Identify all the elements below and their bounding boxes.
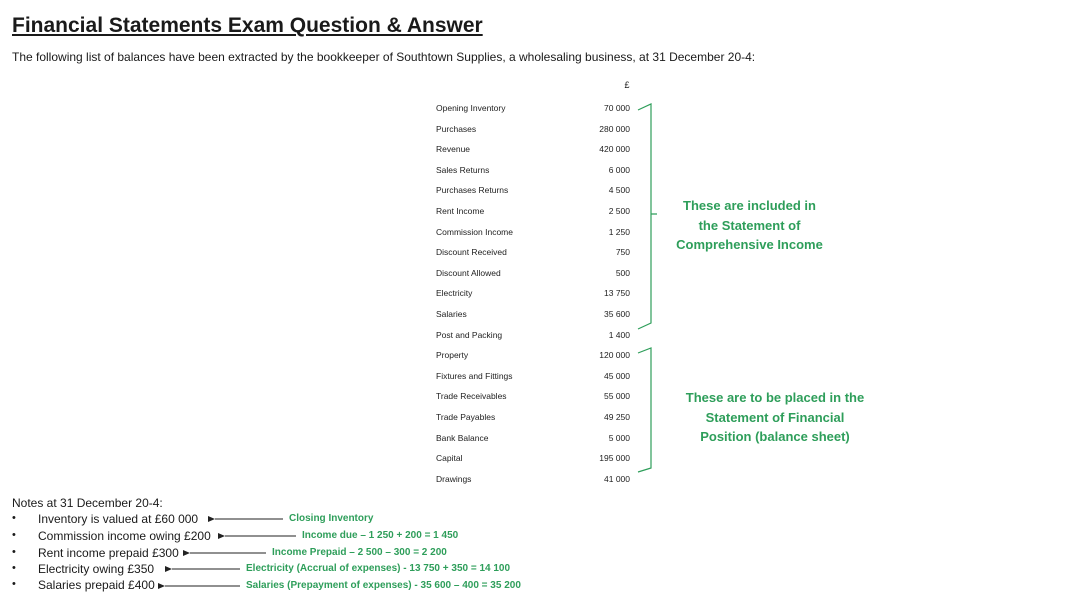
- balance-label: Fixtures and Fittings: [436, 370, 513, 381]
- balance-value: 45 000: [604, 370, 630, 381]
- balance-value: 35 600: [604, 309, 630, 319]
- note-text: Inventory is valued at £60 000: [38, 512, 199, 526]
- balance-label: Purchases Returns: [436, 185, 509, 196]
- balance-value: 2 500: [608, 206, 630, 216]
- note-annotation: Income Prepaid – 2 500 – 300 = 2 200: [272, 547, 447, 558]
- income-note-line-2: the Statement of: [698, 217, 801, 233]
- balance-label: Trade Payables: [436, 412, 496, 422]
- balance-value: 1 400: [608, 329, 630, 340]
- balance-label: Drawings: [436, 473, 472, 484]
- note-text: Rent income prepaid £300: [38, 546, 179, 560]
- note-annotation: Electricity (Accrual of expenses) - 13 750 + 350 = 14 100: [246, 563, 511, 574]
- balance-value: 500: [615, 267, 630, 278]
- bullet-icon: •: [12, 529, 16, 541]
- page-title: Financial Statements Exam Question & Answer: [12, 14, 483, 37]
- position-note-line-1: These are to be placed in the: [685, 390, 865, 405]
- balance-value: 70 000: [604, 103, 630, 113]
- balance-value: 4 500: [608, 185, 630, 196]
- intro-text: The following list of balances have been extracted by the bookkeeper of Southtown Supplies, a wholesaling business, at 31 December 20-4:: [12, 50, 756, 64]
- balance-label: Trade Receivables: [436, 391, 507, 402]
- note-text: Salaries prepaid £400: [38, 578, 155, 592]
- note-text: Commission income owing £200: [38, 529, 211, 543]
- balance-value: 750: [615, 247, 630, 258]
- balance-value: 280 000: [599, 123, 630, 134]
- balance-label: Purchases: [436, 123, 477, 134]
- note-annotation: Salaries (Prepayment of expenses) - 35 600 – 400 = 35 200: [246, 580, 521, 591]
- bullet-icon: •: [12, 578, 16, 590]
- balance-label: Discount Allowed: [436, 267, 501, 278]
- balance-label: Capital: [436, 453, 463, 464]
- note-text: Electricity owing £350: [38, 562, 155, 576]
- balance-value: 41 000: [604, 473, 630, 484]
- bullet-icon: •: [12, 512, 16, 524]
- balance-value: 49 250: [604, 412, 630, 422]
- balance-label: Rent Income: [436, 206, 485, 216]
- position-note-line-3: Position (balance sheet): [700, 429, 850, 444]
- balance-label: Salaries: [436, 309, 467, 319]
- balance-label: Discount Received: [436, 247, 507, 258]
- income-note-line-1: These are included in: [683, 198, 816, 213]
- balance-value: 55 000: [604, 391, 630, 402]
- balance-label: Opening Inventory: [436, 103, 506, 113]
- balance-value: 5 000: [608, 432, 630, 443]
- balance-value: 195 000: [599, 453, 630, 464]
- balance-value: 1 250: [608, 226, 630, 237]
- balance-label: Revenue: [436, 144, 471, 155]
- balance-value: 120 000: [599, 350, 630, 361]
- income-note-line-3: Comprehensive Income: [676, 237, 823, 252]
- balance-label: Sales Returns: [436, 164, 490, 175]
- balance-label: Property: [436, 350, 469, 361]
- balance-label: Commission Income: [436, 226, 513, 237]
- balance-value: 13 750: [604, 288, 630, 299]
- balance-value: 6 000: [608, 164, 630, 175]
- balance-label: Post and Packing: [436, 329, 503, 340]
- bullet-icon: •: [12, 546, 16, 558]
- balance-label: Bank Balance: [436, 432, 489, 443]
- balance-label: Electricity: [436, 288, 473, 299]
- currency-header: £: [624, 80, 630, 90]
- position-note-line-2: Statement of Financial: [705, 409, 845, 425]
- balance-value: 420 000: [599, 144, 630, 155]
- note-annotation: Closing Inventory: [289, 513, 374, 524]
- notes-heading: Notes at 31 December 20-4:: [12, 496, 163, 510]
- note-annotation: Income due – 1 250 + 200 = 1 450: [302, 530, 459, 541]
- bullet-icon: •: [12, 562, 16, 574]
